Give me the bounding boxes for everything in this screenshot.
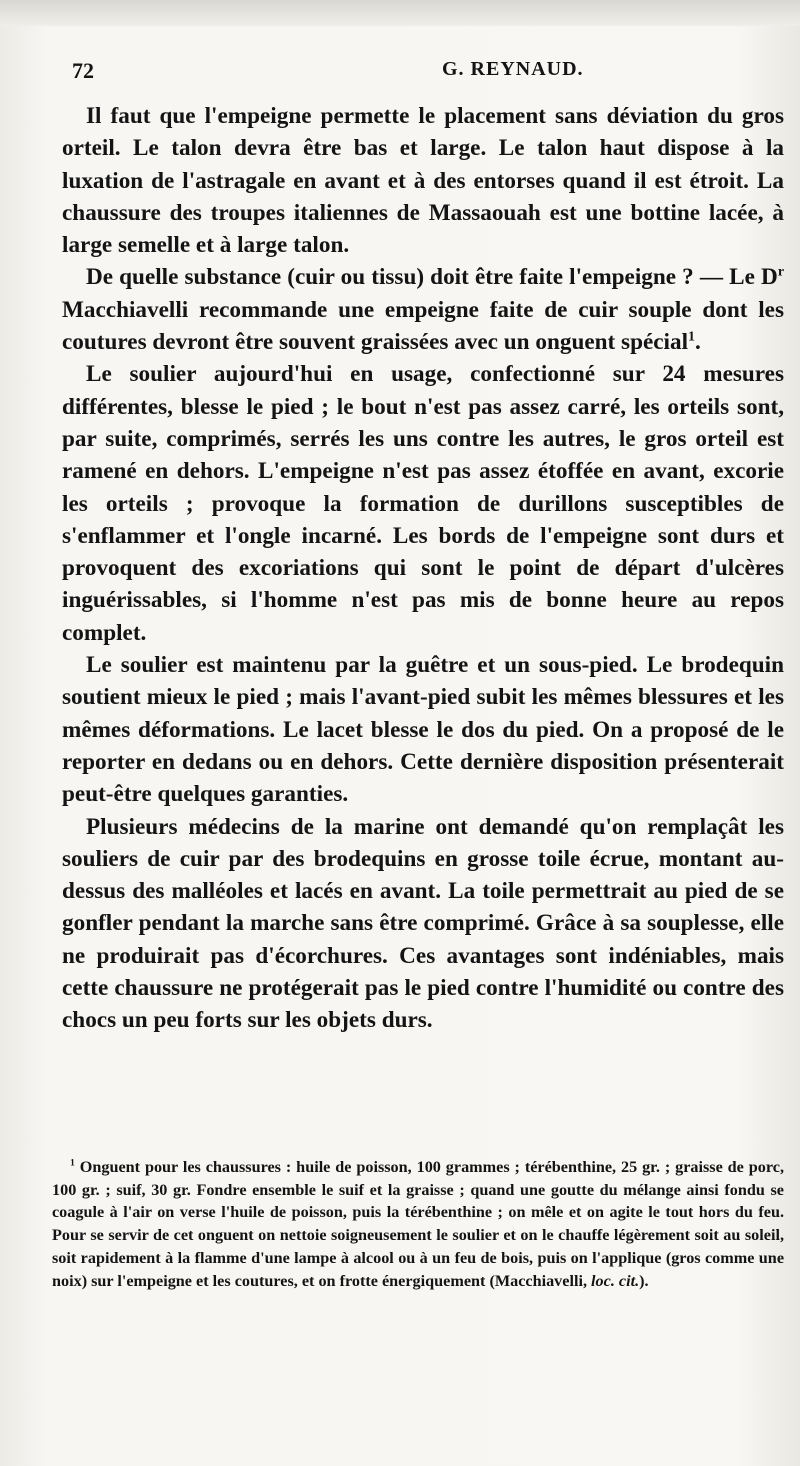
body-text	[62, 100, 784, 1037]
footnote-text: Onguent pour les chaussures : huile de poisson, 100 grammes ; térébenthine, 25 gr. ; graisse de porc, 100 gr. ; suif, 30 gr. Fondre ensemble le suif et la graisse ; quand une goutte du mélange ainsi fondu se coagule à l'air on verse l'huile de poisson, puis la térébenthine ; on mêle et on agite le tout hors du feu. Pour se servir de cet onguent on nettoie soigneusement le soulier et on le chauffe légèrement soit au soleil, soit rapidement à la flamme d'une lampe à alcool ou à un feu de bois, puis on l'applique (gros comme une noix) sur l'empeigne et les coutures, et on frotte énergiquement (Macchiavelli,	[52, 1158, 784, 1290]
paragraph-2-start: De quelle substance (cuir ou tissu) doit être faite l'empeigne ? — Le D	[86, 264, 778, 291]
footnote-citation: loc. cit.	[591, 1271, 640, 1290]
paragraph-1: Il faut que l'empeigne permette le placement sans déviation du gros orteil. Le talon devra être bas et large. Le talon haut dispose à la luxation de l'astragale en avant et à des entorses quand il est étroit. La chaussure des troupes italiennes de Massaouah est une bottine lacée, à large semelle et à large talon.	[62, 103, 784, 259]
paragraph-2	[62, 261, 784, 358]
page-header	[72, 58, 772, 90]
footnotes	[52, 1156, 784, 1292]
paragraph-3: Le soulier aujourd'hui en usage, confectionné sur 24 mesures différentes, blesse le pied ; le bout n'est pas assez carré, les orteils sont, par suite, comprimés, serrés les uns contre les autres, le gros orteil est ramené en dehors. L'empeigne n'est pas assez étoffée en avant, excorie les orteils ; provoque la formation de durillons susceptibles de s'enflammer et l'ongle incarné. Les bords de l'empeigne sont durs et provoquent des excoriations qui sont le point de départ d'ulcères inguérissables, si l'homme n'est pas mis de bonne heure au repos complet.	[62, 361, 784, 646]
paragraph-5: Plusieurs médecins de la marine ont demandé qu'on remplaçât les souliers de cuir par des brodequins en grosse toile écrue, montant au-dessus des malléoles et lacés en avant. La toile permettrait au pied de se gonfler pendant la marche sans être comprimé. Grâce à sa souplesse, elle ne produirait pas d'écorchures. Ces avantages sont indéniables, mais cette chaussure ne protégerait pas le pied contre l'humidité ou contre des chocs un peu forts sur les objets durs.	[62, 813, 784, 1034]
doctor-abbrev-sup: r	[777, 264, 784, 280]
footnote-ref: 1	[688, 329, 695, 345]
paragraph-4: Le soulier est maintenu par la guêtre et un sous-pied. Le brodequin soutient mieux le pied ; mais l'avant-pied subit les mêmes blessures et les mêmes déformations. Le lacet blesse le dos du pied. On a proposé de le reporter en dedans ou en dehors. Cette dernière disposition présenterait peut-être quelques garanties.	[62, 652, 784, 808]
paragraph-2-end: .	[694, 329, 701, 356]
footnote-marker: 1	[70, 1157, 75, 1169]
footnote-1	[52, 1156, 784, 1292]
running-head: G. REYNAUD.	[442, 58, 584, 80]
footnote-end: ).	[639, 1271, 649, 1290]
page-top-edge	[0, 0, 800, 26]
page-number: 72	[72, 58, 94, 83]
paragraph-2-middle: Macchiavelli recommande une empeigne faite de cuir souple dont les coutures devront être souvent graissées avec un onguent spécial	[62, 296, 784, 356]
